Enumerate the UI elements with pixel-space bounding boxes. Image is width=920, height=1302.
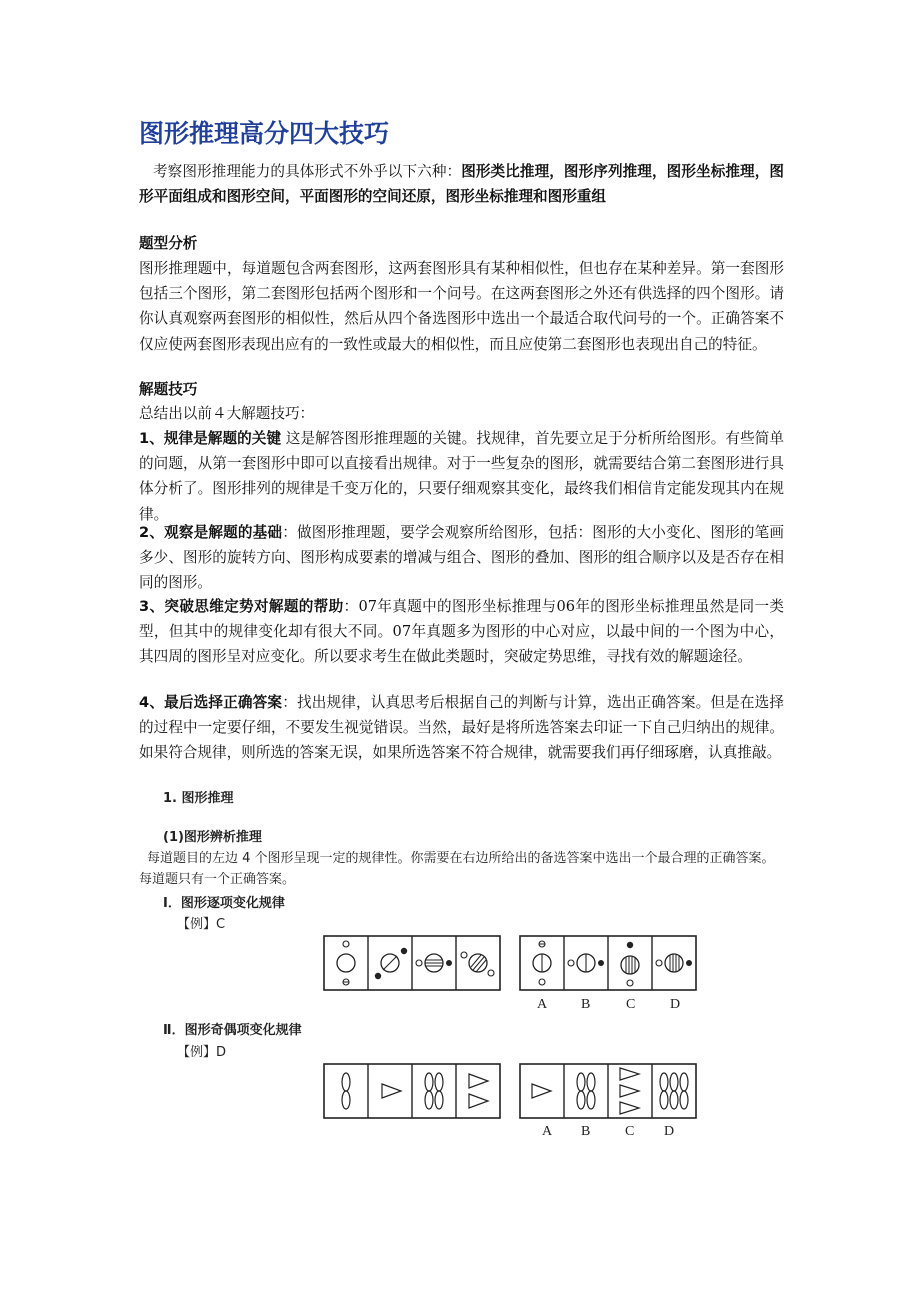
rule2-option-figures (519, 1063, 697, 1119)
rule1-heading: Ⅰ．图形逐项变化规律 (163, 896, 285, 911)
rule2-example: 【例】D (177, 1045, 227, 1060)
rule1-question-figures (323, 935, 501, 991)
tip-item (139, 426, 784, 527)
figure-instruction-2: 每道题只有一个正确答案。 (139, 872, 296, 887)
intro-paragraph (139, 159, 784, 209)
tip-item (139, 594, 784, 670)
rule2-option-label: B (581, 1124, 591, 1139)
figure-instruction-1: 每道题目的左边 4 个图形呈现一定的规律性。你需要在右边所给出的备选答案中选出一个最合理的正确答案。 (147, 851, 775, 866)
page-title: 图形推理高分四大技巧 (139, 119, 390, 148)
tip-label: 1、规律是解题的关键 (139, 430, 282, 447)
rule1-option-label: C (626, 997, 636, 1012)
tips-heading: 解题技巧 (139, 381, 198, 398)
rule1-option-figures (519, 935, 697, 991)
rule1-option-label: D (670, 997, 681, 1012)
rule2-heading: Ⅱ．图形奇偶项变化规律 (163, 1023, 302, 1038)
rule2-option-label: D (664, 1124, 675, 1139)
tip-label: 3、突破思维定势对解题的帮助 (139, 598, 344, 615)
tip-item (139, 520, 784, 596)
rule2-question-figures (323, 1063, 501, 1119)
figure-section-title: 1. 图形推理 (163, 791, 234, 806)
tip-text: ：07年真题中的图形坐标推理与06年的图形坐标推理虽然是同一类型，但其中的规律变化却有很大不同。07年真题多为图形的中心对应，以最中间的一个图为中心，其四周的图形呈对应变化。所以要求考生在做此类题时，突破定势思维，寻找有效的解题途径。 (139, 598, 784, 666)
tip-text: 这是解答图形推理题的关键。找规律，首先要立足于分析所给图形。有些简单的问题，从第一套图形中即可以直接看出规律。对于一些复杂的图形，就需要结合第二套图形进行具体分析了。图形排列的规律是千变万化的，只要仔细观察其变化，最终我们相信肯定能发现其内在规律。 (139, 430, 784, 523)
intro-bold: 图形类比推理，图形序列推理，图形坐标推理，图形平面组成和图形空间，平面图形的空间还原，图形坐标推理和图形重组 (139, 163, 784, 206)
rule2-option-label: A (542, 1124, 553, 1139)
rule1-option-label: A (537, 997, 548, 1012)
tip-label: 4、最后选择正确答案 (139, 694, 283, 711)
tips-intro: 总结出以前４大解题技巧： (139, 405, 315, 422)
intro-lead: 考察图形推理能力的具体形式不外乎以下六种： (153, 163, 462, 180)
tip-item (139, 690, 784, 766)
rule1-option-label: B (581, 997, 591, 1012)
analysis-paragraph: 图形推理题中，每道题包含两套图形，这两套图形具有某种相似性，但也存在某种差异。第一套图形包括三个图形，第二套图形包括两个图形和一个问号。在这两套图形之外还有供选择的四个图形。请你认真观察两套图形的相似性，然后从四个备选图形中选出一个最适合取代问号的一个。正确答案不仅应使两套图形表现出应有的一致性或最大的相似性，而且应使第二套图形也表现出自己的特征。 (139, 260, 784, 353)
rule1-example: 【例】C (177, 917, 226, 932)
tip-label: 2、观察是解题的基础 (139, 524, 283, 541)
tip-text: ：做图形推理题，要学会观察所给图形，包括：图形的大小变化、图形的笔画多少、图形的旋转方向、图形构成要素的增减与组合、图形的叠加、图形的组合顺序以及是否存在相同的图形。 (139, 524, 784, 592)
tip-text: ：找出规律，认真思考后根据自己的判断与计算，选出正确答案。但是在选择的过程中一定要仔细，不要发生视觉错误。当然，最好是将所选答案去印证一下自己归纳出的规律。如果符合规律，则所选的答案无误，如果所选答案不符合规律，就需要我们再仔细琢磨，认真推敲。 (139, 694, 784, 762)
rule2-option-label: C (625, 1124, 635, 1139)
analysis-heading: 题型分析 (139, 235, 198, 252)
figure-subsection-title: (1)图形辨析推理 (163, 830, 262, 845)
